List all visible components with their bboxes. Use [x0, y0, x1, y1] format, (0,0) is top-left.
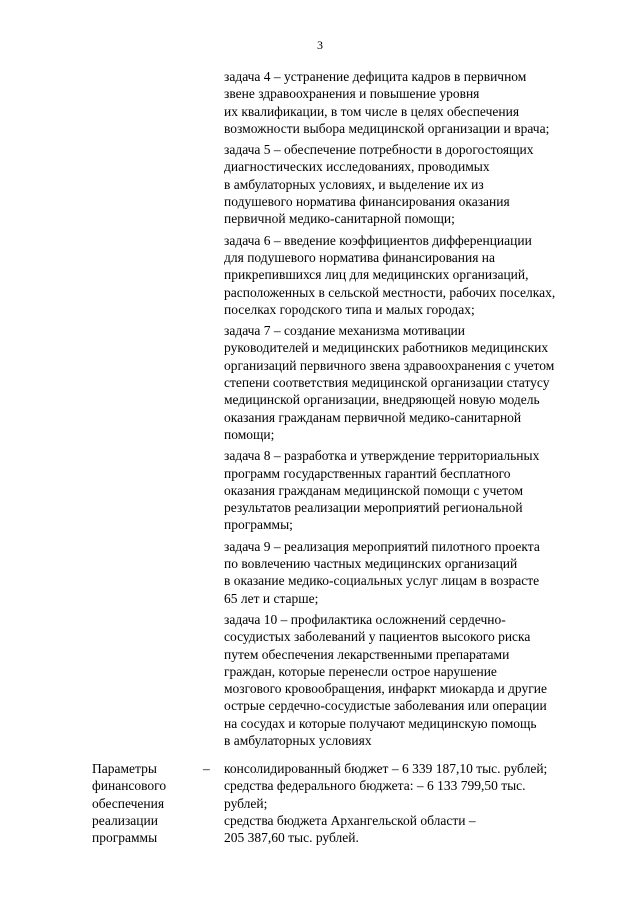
- label-line: Параметры: [92, 761, 157, 776]
- value-line: консолидированный бюджет – 6 339 187,10 тыс. рублей;: [224, 761, 548, 776]
- task-8: [224, 447, 604, 533]
- text-line: звене здравоохранения и повышение уровня: [224, 86, 480, 102]
- text-line: в амбулаторных условиях, и выделение их из: [224, 176, 484, 192]
- value-line: средства федерального бюджета: – 6 133 799,50 тыс.: [224, 778, 526, 794]
- value-line: рублей;: [224, 795, 268, 811]
- text-line: на сосудах и которые получают медицинскую помощь: [224, 715, 537, 731]
- text-line: задача 8 – разработка и утверждение территориальных: [224, 448, 540, 464]
- text-line: прикрепившихся лиц для медицинских организаций,: [224, 267, 529, 283]
- text-line: острые сердечно-сосудистые заболевания или операции: [224, 698, 547, 714]
- text-line: задача 7 – создание механизма мотивации: [224, 323, 465, 339]
- task-7: [224, 322, 604, 443]
- label-line: финансового: [92, 778, 167, 794]
- text-line: в амбулаторных условиях: [224, 732, 372, 748]
- text-line: возможности выбора медицинской организации и врача;: [224, 120, 550, 136]
- text-line: расположенных в сельской местности, рабочих поселках,: [224, 284, 556, 300]
- text-line: первичной медико-санитарной помощи;: [224, 211, 455, 227]
- text-line: оказания гражданам медицинской помощи с учетом: [224, 482, 524, 498]
- task-6: [224, 232, 604, 318]
- task-10: [224, 611, 604, 749]
- text-line: подушевого норматива финансирования оказания: [224, 194, 510, 210]
- value-line: средства бюджета Архангельской области –: [224, 812, 476, 828]
- text-line: результатов реализации мероприятий региональной: [224, 500, 523, 516]
- task-4: [224, 68, 604, 137]
- text-line: по вовлечению частных медицинских организаций: [224, 556, 518, 572]
- value-line: 205 387,60 тыс. рублей.: [224, 830, 359, 846]
- text-line: диагностических исследованиях, проводимых: [224, 159, 490, 175]
- label-line: обеспечения: [92, 795, 165, 811]
- text-line: задача 6 – введение коэффициентов дифференциации: [224, 232, 532, 248]
- text-line: в оказание медико-социальных услуг лицам в возрасте: [224, 573, 540, 589]
- text-line: задача 5 – обеспечение потребности в дорогостоящих: [224, 142, 534, 158]
- label-line: программы: [92, 830, 158, 846]
- text-line: для подушевого норматива финансирования на: [224, 249, 496, 265]
- text-line: путем обеспечения лекарственными препаратами: [224, 646, 510, 662]
- text-line: руководителей и медицинских работников медицинских: [224, 340, 549, 356]
- text-line: оказания гражданам первичной медико-санитарной: [224, 409, 522, 425]
- text-line: мозгового кровообращения, инфаркт миокарда и другие: [224, 681, 547, 697]
- text-line: поселках городского типа и малых городах;: [224, 301, 475, 317]
- tasks-list: [224, 68, 604, 753]
- text-line: граждан, которые перенесли острое нарушение: [224, 663, 497, 679]
- text-line: 65 лет и старше;: [224, 590, 319, 606]
- text-line: задача 9 – реализация мероприятий пилотного проекта: [224, 538, 540, 554]
- text-line: задача 4 – устранение дефицита кадров в первичном: [224, 69, 527, 84]
- text-line: их квалификации, в том числе в целях обеспечения: [224, 103, 520, 119]
- task-9: [224, 538, 604, 607]
- text-line: задача 10 – профилактика осложнений сердечно-: [224, 611, 506, 627]
- text-line: сосудистых заболеваний у пациентов высокого риска: [224, 629, 531, 645]
- text-line: организаций первичного звена здравоохранения с учетом: [224, 357, 555, 373]
- financing-parameters: [92, 760, 612, 860]
- text-line: степени соответствия медицинской организации статусу: [224, 375, 550, 391]
- text-line: программ государственных гарантий бесплатного: [224, 465, 511, 481]
- task-5: [224, 141, 604, 227]
- page-number: 3: [317, 38, 323, 52]
- text-line: программы;: [224, 517, 293, 533]
- text-line: медицинской организации, внедряющей новую модель: [224, 392, 540, 408]
- params-label: [92, 760, 202, 846]
- label-line: реализации: [92, 812, 158, 828]
- text-line: помощи;: [224, 426, 275, 442]
- params-values: [224, 760, 604, 846]
- params-dash: –: [203, 761, 210, 776]
